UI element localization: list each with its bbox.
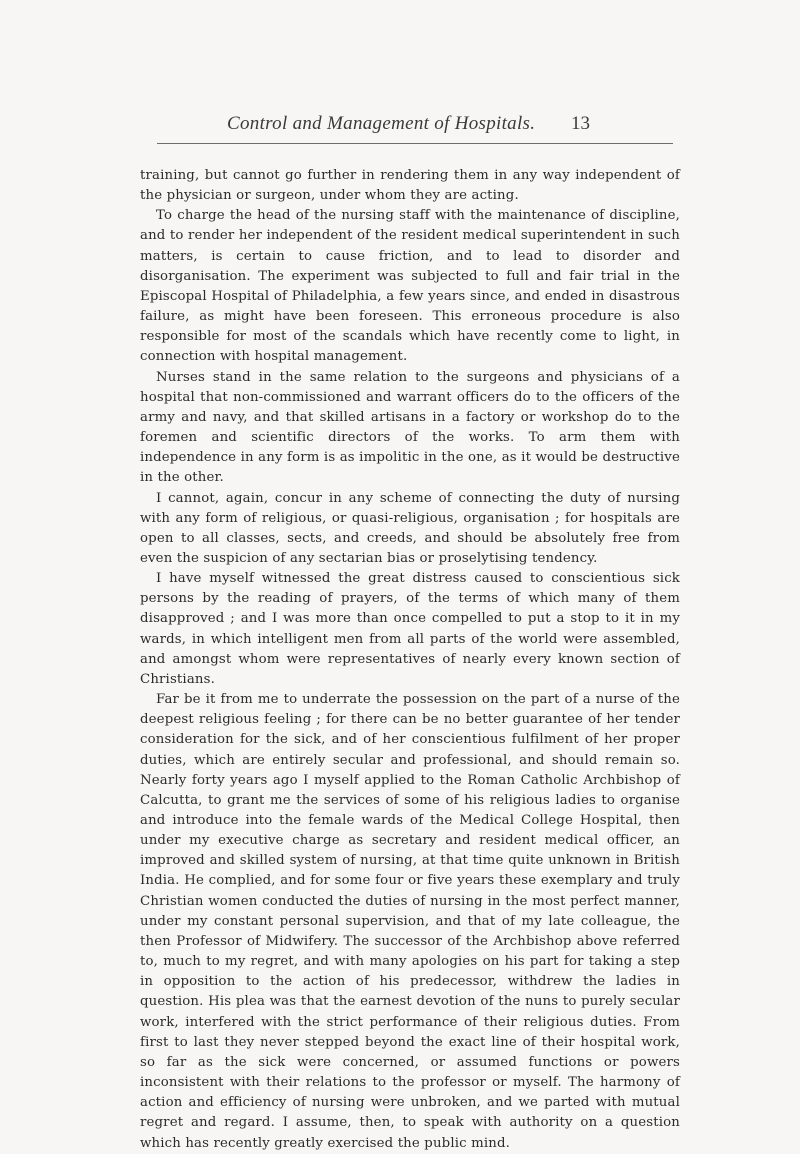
paragraph: Nurses stand in the same relation to the surgeons and physicians of a hospital that non-commissioned and warrant officers do to the officers of the army and navy, and that skilled artisans in a factory or workshop do to the foremen and scientific directors of the works. To arm them with independence in any form is as impolitic in the one, as it would be destructive in the other.: [140, 369, 680, 486]
paragraph: Far be it from me to underrate the possession on the part of a nurse of the deepest religious feeling ; for there can be no better guarantee of her tender consideration for the sick, and of her conscientious fulfilment of her proper duties, which are entirely secular and professional, and should remain so. Nearly forty years ago I myself applied to the Roman Catholic Archbishop of Calcutta, to grant me the services of some of his religious ladies to organise and introduce into the female wards of the Medical College Hospital, then under my executive charge as secretary and resident medical officer, an improved and skilled system of nursing, at that time quite unknown in British India. He complied, and for some four or five years these exemplary and truly Christian women conducted the duties of nursing in the most perfect manner, under my constant personal supervision, and that of my late colleague, the then Professor of Midwifery. The successor of the Archbishop above referred to, much to my regret, and with many apologies on his part for taking a step in opposition to the action of his predecessor, withdrew the ladies in question. His plea was that the earnest devotion of the nuns to purely secular work, interfered with the strict performance of their religious duties. From first to last they never stepped beyond the exact line of their hospital work, so far as the sick were concerned, or assumed functions or powers inconsistent with their relations to the professor or myself. The harmony of action and efficiency of nursing were unbroken, and we parted with mutual regret and regard. I assume, then, to speak with authority on a question which has recently greatly exercised the public mind.: [140, 692, 680, 1151]
running-head: [0, 113, 800, 143]
running-head-title: Control and Management of Hospitals.: [227, 113, 536, 134]
paragraph: training, but cannot go further in rendering them in any way independent of the physician or surgeon, under whom they are acting.: [140, 168, 680, 204]
paragraph: I have myself witnessed the great distress caused to conscientious sick persons by the reading of prayers, of the terms of which many of them disapproved ; and I was more than once compelled to put a stop to it in my wards, in which intelligent men from all parts of the world were assembled, and amongst whom were representatives of nearly every known section of Christians.: [140, 571, 680, 687]
paragraph: I cannot, again, concur in any scheme of connecting the duty of nursing with any form of religious, or quasi-religious, organisation ; for hospitals are open to all classes, sects, and creeds, and should be absolutely free from even the suspicion of any sectarian bias or proselytising tendency.: [140, 490, 680, 566]
header-rule: [157, 143, 673, 144]
paragraph: To charge the head of the nursing staff with the maintenance of discipline, and to render her independent of the resident medical superintendent in such matters, is certain to cause friction, and to lead to disorder and disorganisation. The experiment was subjected to full and fair trial in the Episcopal Hospital of Philadelphia, a few years since, and ended in disastrous failure, as might have been foreseen. This erroneous procedure is also responsible for most of the scandals which have recently come to light, in connection with hospital management.: [140, 208, 680, 365]
body-text: [140, 166, 680, 1154]
page-number: 13: [571, 113, 590, 134]
